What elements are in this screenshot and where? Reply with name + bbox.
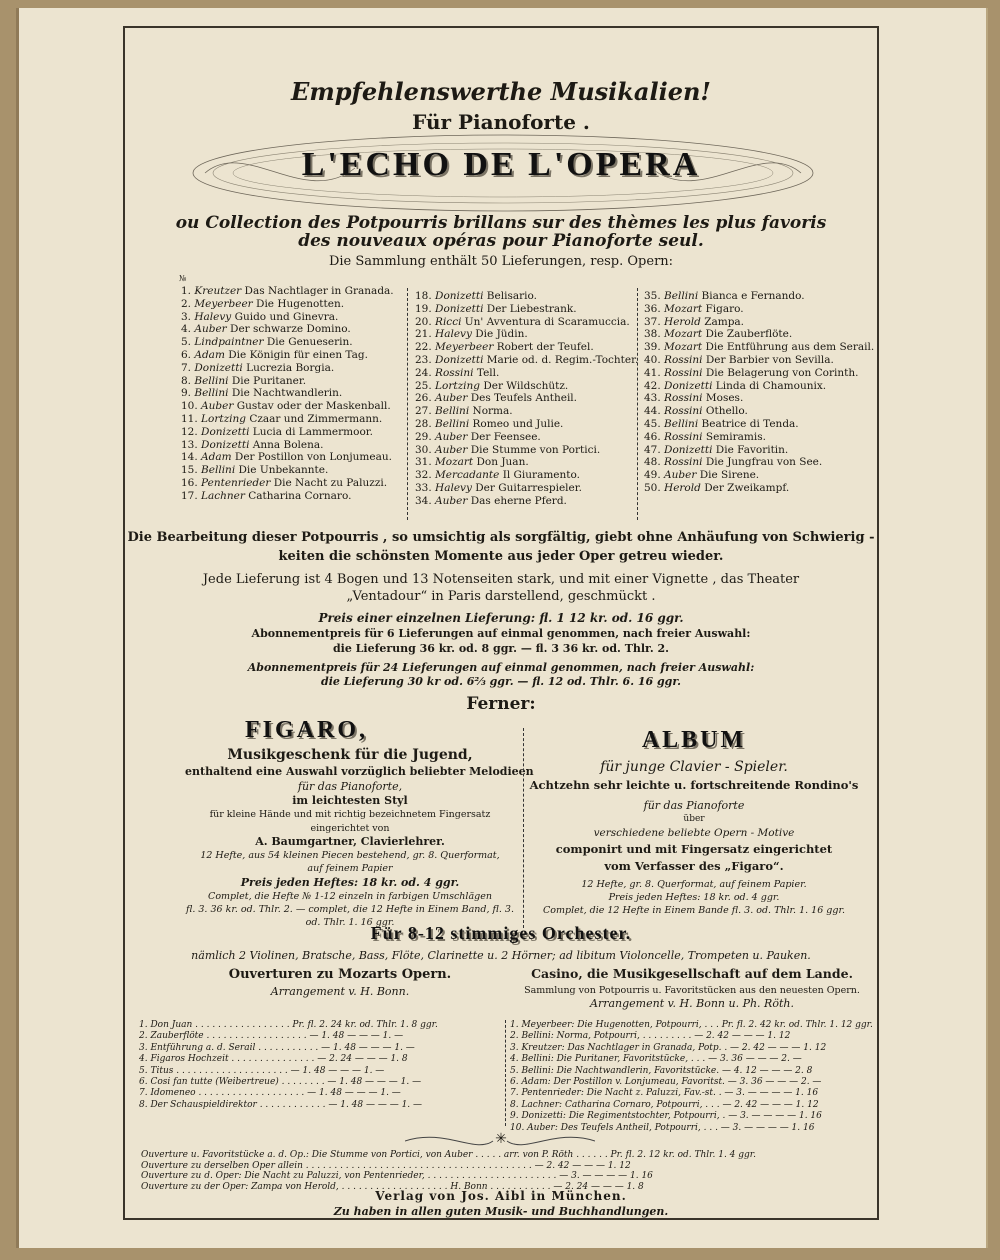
- opera-title: Die Belagerung von Corinth.: [705, 366, 859, 379]
- album-title: ALBUM: [641, 727, 747, 753]
- opera-list-item: [415, 316, 638, 329]
- column-divider: [637, 288, 638, 520]
- opera-list-item: [181, 490, 394, 503]
- opera-list-item: [644, 316, 874, 329]
- series-title: L'ECHO DE L'OPERA: [301, 146, 701, 183]
- opera-title: Guido und Ginevra.: [234, 310, 339, 323]
- opera-number: 33.: [415, 481, 432, 494]
- opera-list-item: [181, 336, 394, 349]
- mozart-overtures-title: Ouverturen zu Mozarts Opern.: [228, 967, 452, 982]
- opera-composer: Herold: [664, 481, 701, 494]
- opera-title: Zampa.: [704, 315, 745, 328]
- opera-title: Der Liebestrank.: [486, 302, 577, 315]
- opera-composer: Bellini: [664, 417, 699, 430]
- casino-title: Casino, die Musikgesellschaft auf dem Lande.: [531, 966, 853, 981]
- figaro-line-13: od. Thlr. 1. 16 ggr.: [305, 917, 395, 928]
- opera-composer: Mercadante: [435, 469, 500, 482]
- additional-overture-line: Ouverture u. Favoritstücke a. d. Op.: Die Stumme von Portici, von Auber . . . . . arr. von P. Röth . . . . . . Pr. fl. 2. 12 kr. od. Thlr. 1. 4 ggr.: [141, 1150, 756, 1160]
- opera-composer: Halevy: [435, 481, 472, 494]
- opera-composer: Rossini: [664, 456, 703, 469]
- price-list-row: 1. Meyerbeer: Die Hugenotten, Potpourri, . . . Pr. fl. 2. 42 kr. od. Thlr. 1. 12 ggr.: [510, 1020, 873, 1030]
- price-list-row: 10. Auber: Des Teufels Antheil, Potpourri, . . . — 3. — — — — 1. 16: [510, 1122, 815, 1133]
- opera-number: 10.: [181, 400, 198, 413]
- description-line-1: ou Collection des Potpourris brillans sur des thèmes les plus favoris: [175, 213, 827, 233]
- price-list-row: 2. Zauberflöte . . . . . . . . . . . . . . . . . . — 1. 48 — — — 1. —: [139, 1031, 404, 1042]
- opera-composer: Kreutzer: [194, 285, 242, 297]
- overtures-price-list: [139, 1020, 438, 1111]
- opera-list-item: [415, 380, 638, 393]
- document-frame: [123, 26, 879, 1220]
- opera-title: Romeo und Julie.: [472, 417, 564, 430]
- description-line-2: des nouveaux opéras pour Pianoforte seul.: [298, 231, 704, 251]
- opera-title: Belisario.: [486, 290, 537, 302]
- album-line-1: für junge Clavier - Spieler.: [600, 759, 788, 775]
- price-list-row: 8. Der Schauspieldirektor . . . . . . . . . . . . — 1. 48 — — — 1. —: [139, 1099, 423, 1110]
- opera-title: Der schwarze Domino.: [230, 323, 351, 336]
- opera-composer: Donizetti: [435, 302, 484, 315]
- subscription-24-line-1: Abonnementpreis für 24 Lieferungen auf einmal genommen, nach freier Auswahl:: [247, 661, 755, 674]
- opera-number: 17.: [181, 489, 198, 502]
- opera-number: 39.: [644, 341, 661, 354]
- opera-composer: Mozart: [435, 456, 474, 469]
- additional-overtures: [141, 1150, 756, 1192]
- opera-composer: Ricci: [435, 315, 462, 328]
- availability: Zu haben in allen guten Musik- und Buchhandlungen.: [333, 1205, 669, 1218]
- opera-title: Catharina Cornaro.: [248, 489, 352, 502]
- opera-number: 45.: [644, 417, 661, 430]
- opera-title: Der Wildschütz.: [483, 379, 569, 392]
- price-list-row: 5. Titus . . . . . . . . . . . . . . . . . . . . — 1. 48 — — — 1. —: [139, 1065, 385, 1076]
- additional-overture-line: Ouverture zu der Oper: Zampa von Herold, . . . . . . . . . . . . . . . . . . . H. Bonn . . . . . . . . . . . — 2. 24 — — — 1. 8: [141, 1181, 644, 1192]
- opera-title: Das Nachtlager in Granada.: [244, 285, 394, 297]
- opera-number: 28.: [415, 417, 432, 430]
- opera-number: 44.: [644, 405, 661, 418]
- opera-list-item: [181, 387, 394, 400]
- album-line-8: 12 Hefte, gr. 8. Querformat, auf feinem Papier.: [581, 879, 807, 890]
- opera-title: Beatrice di Tenda.: [701, 417, 799, 430]
- additional-overture-line: Ouverture zu d. Oper: Die Nacht zu Paluzzi, von Pentenrieder, . . . . . . . . . . . . . . . . . . . . . . . — 3. — — — — 1. 16: [141, 1171, 653, 1182]
- price-list-row: 4. Bellini: Die Puritaner, Favoritstücke, . . . — 3. 36 — — — 2. —: [510, 1054, 802, 1065]
- album-line-5: verschiedene beliebte Opern - Motive: [593, 827, 795, 839]
- opera-title: Die Favoritin.: [715, 443, 789, 456]
- opera-composer: Pentenrieder: [201, 476, 271, 489]
- orchestra-instruments: nämlich 2 Violinen, Bratsche, Bass, Flöte, Clarinette u. 2 Hörner; ad libitum Violoncelle, Trompeten u. Pauken.: [191, 949, 811, 962]
- opera-list-item: [644, 303, 874, 316]
- opera-list-item: [415, 341, 638, 354]
- opera-number: 26.: [415, 392, 432, 405]
- opera-title: Die Jungfrau von See.: [705, 456, 823, 469]
- opera-list-item: [415, 328, 638, 341]
- figaro-line-5: für kleine Hände und mit richtig bezeichnetem Fingersatz: [209, 809, 491, 820]
- opera-title: Semiramis.: [705, 430, 766, 443]
- opera-composer: Donizetti: [201, 425, 250, 438]
- opera-composer: Mozart: [664, 328, 703, 341]
- opera-number: 3.: [181, 310, 192, 323]
- opera-composer: Lortzing: [201, 412, 246, 425]
- price-list-row: 8. Lachner: Catharina Cornaro, Potpourri, . . . — 2. 42 — — — 1. 12: [510, 1099, 819, 1110]
- opera-number: 25.: [415, 379, 432, 392]
- opera-number: 29.: [415, 430, 432, 443]
- opera-list-item: [415, 303, 638, 316]
- opera-composer: Bellini: [194, 374, 229, 387]
- price-list-row: 2. Bellini: Norma, Potpourri, . . . . . . . . . — 2. 42 — — — 1. 12: [510, 1031, 791, 1042]
- delivery-paragraph-line-1: Jede Lieferung ist 4 Bogen und 13 Notenseiten stark, und mit einer Vignette , das Theater: [202, 572, 800, 587]
- opera-list-item: [415, 354, 638, 367]
- publisher: Verlag von Jos. Aibl in München.: [375, 1189, 627, 1203]
- opera-title: Bianca e Fernando.: [701, 290, 805, 302]
- opera-title: Der Zweikampf.: [704, 481, 790, 494]
- opera-composer: Auber: [435, 430, 468, 443]
- opera-composer: Auber: [435, 443, 468, 456]
- opera-number: 49.: [644, 469, 661, 482]
- opera-composer: Bellini: [194, 387, 229, 400]
- opera-number: 32.: [415, 469, 432, 482]
- figaro-line-3: für das Pianoforte,: [297, 780, 403, 793]
- opera-number: 24.: [415, 366, 432, 379]
- opera-title: Anna Bolena.: [252, 438, 324, 451]
- opera-composer: Mozart: [664, 341, 703, 354]
- opera-number: 50.: [644, 481, 661, 494]
- subtitle: Für Pianoforte .: [412, 110, 590, 134]
- opera-list-item: [644, 405, 874, 418]
- opera-title: Czaar und Zimmermann.: [249, 412, 383, 425]
- opera-title: Robert der Teufel.: [496, 341, 594, 354]
- opera-list-item: [181, 349, 394, 362]
- casino-price-list: [510, 1020, 873, 1134]
- subscription-24-line-2: die Lieferung 30 kr od. 6⅔ ggr. — fl. 12 od. Thlr. 6. 16 ggr.: [321, 675, 681, 688]
- opera-list-item: [644, 418, 874, 431]
- opera-title: Der Guitarrespieler.: [475, 481, 582, 494]
- subscription-6-line-1: Abonnementpreis für 6 Lieferungen auf einmal genommen, nach freier Auswahl:: [251, 627, 751, 640]
- opera-list-item: [644, 341, 874, 354]
- opera-list-item: [181, 285, 394, 298]
- opera-composer: Donizetti: [664, 379, 713, 392]
- number-mark: №: [179, 274, 187, 283]
- delivery-paragraph-line-2: „Ventadour“ in Paris darstellend, geschmückt .: [346, 589, 656, 604]
- opera-list-item: [415, 418, 638, 431]
- description-paragraph-line-1: Die Bearbeitung dieser Potpourris , so umsichtig als sorgfältig, giebt ohne Anhäufung von Schwierig -: [127, 530, 875, 545]
- opera-composer: Auber: [435, 494, 468, 507]
- opera-composer: Bellini: [201, 464, 236, 477]
- opera-composer: Auber: [194, 323, 227, 336]
- opera-title: Don Juan.: [476, 456, 529, 469]
- opera-composer: Rossini: [664, 366, 703, 379]
- opera-title: Die Königin für einen Tag.: [228, 348, 368, 361]
- opera-number: 11.: [181, 412, 198, 425]
- opera-list-item: [644, 431, 874, 444]
- opera-title: Die Genueserin.: [266, 336, 353, 349]
- description-paragraph-line-2: keiten die schönsten Momente aus jeder Oper getreu wieder.: [278, 549, 724, 564]
- opera-list-item: [181, 362, 394, 375]
- opera-number: 34.: [415, 494, 432, 507]
- opera-list-item: [644, 367, 874, 380]
- price-list-row: 9. Donizetti: Die Regimentstochter, Potpourri, . — 3. — — — — 1. 16: [510, 1111, 822, 1122]
- opera-number: 13.: [181, 438, 198, 451]
- opera-composer: Halevy: [435, 328, 472, 341]
- opera-title: Des Teufels Antheil.: [470, 392, 578, 405]
- opera-composer: Donizetti: [435, 353, 484, 366]
- advert-title: Empfehlenswerthe Musikalien!: [291, 77, 711, 106]
- mozart-overtures-arranger: Arrangement v. H. Bonn.: [270, 985, 410, 998]
- opera-list-item: [181, 451, 394, 464]
- opera-title: Marie od. d. Regim.-Tochter.: [486, 353, 639, 366]
- opera-title: Die Zauberflöte.: [705, 328, 793, 341]
- opera-number: 18.: [415, 290, 432, 302]
- price-list-row: 6. Cosi fan tutte (Weibertreue) . . . . . . . . — 1. 48 — — — 1. —: [139, 1077, 422, 1088]
- opera-number: 12.: [181, 425, 198, 438]
- opera-number: 22.: [415, 341, 432, 354]
- opera-composer: Lortzing: [435, 379, 480, 392]
- opera-number: 47.: [644, 443, 661, 456]
- price-list-row: 3. Kreutzer: Das Nachtlager in Granada, Potp. . — 2. 42 — — — 1. 12: [510, 1042, 827, 1053]
- price-list-row: 7. Pentenrieder: Die Nacht z. Paluzzi, Fav.-st. . — 3. — — — — 1. 16: [510, 1088, 819, 1099]
- ferner-heading: Ferner:: [466, 694, 536, 714]
- opera-title: Die Entführung aus dem Serail.: [705, 341, 875, 354]
- opera-composer: Bellini: [664, 290, 699, 302]
- opera-composer: Donizetti: [664, 443, 713, 456]
- opera-number: 31.: [415, 456, 432, 469]
- album-line-6: componirt und mit Fingersatz eingerichtet: [555, 842, 833, 856]
- opera-composer: Rossini: [435, 366, 474, 379]
- opera-list-column-1: [181, 285, 394, 503]
- opera-number: 6.: [181, 348, 192, 361]
- opera-number: 9.: [181, 387, 192, 400]
- figaro-line-6: eingerichtet von: [310, 823, 390, 834]
- opera-title: Othello.: [705, 405, 748, 418]
- figaro-line-8: 12 Hefte, aus 54 kleinen Piecen bestehend, gr. 8. Querformat,: [200, 850, 500, 861]
- figaro-line-1: Musikgeschenk für die Jugend,: [227, 747, 473, 763]
- opera-list-item: [181, 464, 394, 477]
- opera-list-item: [181, 400, 394, 413]
- album-line-7: vom Verfasser des „Figaro“.: [604, 859, 784, 873]
- opera-composer: Mozart: [664, 302, 703, 315]
- opera-number: 48.: [644, 456, 661, 469]
- price-list-row: 7. Idomeneo . . . . . . . . . . . . . . . . . . . — 1. 48 — — — 1. —: [139, 1088, 401, 1099]
- opera-composer: Rossini: [664, 353, 703, 366]
- opera-title: Norma.: [472, 405, 513, 418]
- opera-composer: Bellini: [435, 405, 470, 418]
- opera-list-item: [181, 477, 394, 490]
- opera-title: Tell.: [476, 366, 500, 379]
- album-line-10: Complet, die 12 Hefte in Einem Bande fl. 3. od. Thlr. 1. 16 ggr.: [543, 905, 845, 916]
- opera-number: 36.: [644, 302, 661, 315]
- opera-list-item: [644, 444, 874, 457]
- opera-composer: Auber: [664, 469, 697, 482]
- price-list-row: 3. Entführung a. d. Serail . . . . . . . . . . . — 1. 48 — — — 1. —: [139, 1042, 415, 1053]
- opera-title: Die Jüdin.: [475, 328, 528, 341]
- price-list-row: 4. Figaros Hochzeit . . . . . . . . . . . . . . . — 2. 24 — — — 1. 8: [139, 1054, 408, 1065]
- album-line-4: über: [683, 814, 705, 824]
- opera-number: 37.: [644, 315, 661, 328]
- page: [16, 8, 988, 1248]
- opera-title: Moses.: [705, 392, 744, 405]
- figaro-price: Preis jeden Heftes: 18 kr. od. 4 ggr.: [240, 876, 460, 889]
- opera-list-item: [644, 392, 874, 405]
- opera-title: Linda di Chamounix.: [715, 379, 827, 392]
- opera-number: 41.: [644, 366, 661, 379]
- opera-title: Die Stumme von Portici.: [470, 443, 601, 456]
- opera-list-item: [644, 469, 874, 482]
- opera-composer: Herold: [664, 315, 701, 328]
- opera-number: 15.: [181, 464, 198, 477]
- opera-composer: Rossini: [664, 405, 703, 418]
- figaro-title: FIGARO,: [245, 717, 368, 743]
- figaro-line-9: auf feinem Papier: [307, 863, 393, 874]
- opera-title: Der Postillon von Lonjumeau.: [234, 451, 392, 464]
- opera-title: Der Feensee.: [470, 430, 541, 443]
- opera-composer: Halevy: [194, 310, 232, 323]
- opera-composer: Auber: [435, 392, 468, 405]
- opera-number: 5.: [181, 336, 192, 349]
- opera-list-item: [181, 375, 394, 388]
- opera-number: 42.: [644, 379, 661, 392]
- opera-number: 1.: [181, 285, 192, 297]
- opera-number: 2.: [181, 297, 192, 310]
- opera-list-item: [644, 354, 874, 367]
- opera-number: 27.: [415, 405, 432, 418]
- opera-title: Un' Avventura di Scaramuccia.: [464, 315, 630, 328]
- opera-title: Das eherne Pferd.: [470, 494, 567, 507]
- opera-title: Der Barbier von Sevilla.: [705, 353, 834, 366]
- opera-list-item: [415, 444, 638, 457]
- opera-composer: Rossini: [664, 430, 703, 443]
- album-price: Preis jeden Heftes: 18 kr. od. 4 ggr.: [608, 892, 780, 903]
- opera-list-item: [415, 431, 638, 444]
- price-list-row: 6. Adam: Der Postillon v. Lonjumeau, Favoritst. — 3. 36 — — — 2. —: [510, 1077, 822, 1088]
- opera-number: 14.: [181, 451, 198, 464]
- opera-list-item: [181, 323, 394, 336]
- opera-list-item: [644, 328, 874, 341]
- opera-list-column-3: [644, 290, 874, 495]
- single-price: Preis einer einzelnen Lieferung: fl. 1 12 kr. od. 16 ggr.: [318, 611, 684, 625]
- opera-list-item: [415, 367, 638, 380]
- figaro-line-2: enthaltend eine Auswahl vorzüglich beliebter Melodieen: [185, 765, 534, 778]
- opera-composer: Meyerbeer: [435, 341, 494, 354]
- opera-list-item: [415, 290, 638, 303]
- opera-list-item: [181, 426, 394, 439]
- album-line-2: Achtzehn sehr leichte u. fortschreitende Rondino's: [529, 778, 859, 792]
- opera-number: 23.: [415, 353, 432, 366]
- album-line-3: für das Pianoforte: [643, 799, 745, 812]
- opera-list-column-2: [415, 290, 638, 508]
- price-list-row: 1. Don Juan . . . . . . . . . . . . . . . . . Pr. fl. 2. 24 kr. od. Thlr. 1. 8 ggr.: [139, 1020, 438, 1030]
- opera-title: Die Hugenotten.: [256, 297, 345, 310]
- opera-title: Die Nachtwandlerin.: [231, 387, 343, 400]
- price-list-divider: [505, 1020, 506, 1126]
- opera-composer: Bellini: [435, 417, 470, 430]
- opera-composer: Adam: [201, 451, 232, 464]
- opera-list-item: [415, 495, 638, 508]
- opera-number: 35.: [644, 290, 661, 302]
- opera-title: Die Sirene.: [699, 469, 760, 482]
- opera-list-item: [415, 482, 638, 495]
- opera-composer: Donizetti: [435, 290, 484, 302]
- figaro-arranger: A. Baumgartner, Clavierlehrer.: [255, 835, 445, 848]
- opera-composer: Lindpaintner: [194, 336, 264, 349]
- opera-composer: Donizetti: [194, 361, 243, 374]
- opera-composer: Rossini: [664, 392, 703, 405]
- opera-number: 38.: [644, 328, 661, 341]
- opera-number: 40.: [644, 353, 661, 366]
- figaro-line-11: Complet, die Hefte № 1-12 einzeln in farbigen Umschlägen: [208, 891, 492, 902]
- opera-list-item: [181, 413, 394, 426]
- opera-number: 16.: [181, 476, 198, 489]
- collection-contents: Die Sammlung enthält 50 Lieferungen, resp. Opern:: [328, 254, 674, 269]
- opera-list-item: [644, 380, 874, 393]
- price-list-row: 5. Bellini: Die Nachtwandlerin, Favoritstücke. — 4. 12 — — — 2. 8: [510, 1065, 813, 1076]
- opera-composer: Meyerbeer: [194, 297, 253, 310]
- opera-composer: Auber: [201, 400, 234, 413]
- opera-title: Figaro.: [705, 302, 744, 315]
- opera-composer: Lachner: [201, 489, 245, 502]
- opera-number: 30.: [415, 443, 432, 456]
- opera-title: Lucia di Lammermoor.: [252, 425, 373, 438]
- orchestra-title: Für 8-12 stimmiges Orchester.: [370, 923, 632, 943]
- casino-subtitle: Sammlung von Potpourris u. Favoritstücken aus den neuesten Opern.: [524, 985, 860, 996]
- subscription-6-line-2: die Lieferung 36 kr. od. 8 ggr. — fl. 3 36 kr. od. Thlr. 2.: [332, 642, 669, 655]
- opera-list-item: [415, 469, 638, 482]
- opera-number: 43.: [644, 392, 661, 405]
- casino-arranger: Arrangement v. H. Bonn u. Ph. Röth.: [590, 997, 794, 1010]
- opera-number: 46.: [644, 430, 661, 443]
- block-divider: [523, 728, 524, 928]
- opera-title: Il Giuramento.: [502, 469, 580, 482]
- opera-list-item: [415, 392, 638, 405]
- opera-number: 4.: [181, 323, 192, 336]
- star-ornament-icon: ✳: [495, 1131, 507, 1147]
- additional-overture-line: Ouverture zu derselben Oper allein . . . . . . . . . . . . . . . . . . . . . . . . . . . . . . . . . . . . . . . . — 2. 42 — — — 1. 12: [141, 1160, 631, 1171]
- column-divider: [407, 288, 408, 520]
- figaro-line-12: fl. 3. 36 kr. od. Thlr. 2. — complet, die 12 Hefte in Einem Band, fl. 3.: [186, 904, 514, 915]
- opera-number: 7.: [181, 361, 192, 374]
- opera-list-item: [644, 482, 874, 495]
- opera-list-item: [415, 405, 638, 418]
- opera-title: Die Nacht zu Paluzzi.: [273, 476, 388, 489]
- opera-title: Gustav oder der Maskenball.: [236, 400, 391, 413]
- opera-list-item: [644, 290, 874, 303]
- opera-title: Die Puritaner.: [231, 374, 307, 387]
- opera-composer: Donizetti: [201, 438, 250, 451]
- opera-list-item: [644, 456, 874, 469]
- opera-list-item: [181, 439, 394, 452]
- opera-number: 19.: [415, 302, 432, 315]
- opera-list-item: [181, 311, 394, 324]
- opera-composer: Adam: [194, 348, 225, 361]
- opera-title: Lucrezia Borgia.: [246, 361, 335, 374]
- opera-title: Die Unbekannte.: [238, 464, 329, 477]
- opera-number: 8.: [181, 374, 192, 387]
- opera-number: 21.: [415, 328, 432, 341]
- figaro-line-4: im leichtesten Styl: [292, 794, 408, 807]
- opera-list-item: [181, 298, 394, 311]
- opera-number: 20.: [415, 315, 432, 328]
- opera-list-item: [415, 456, 638, 469]
